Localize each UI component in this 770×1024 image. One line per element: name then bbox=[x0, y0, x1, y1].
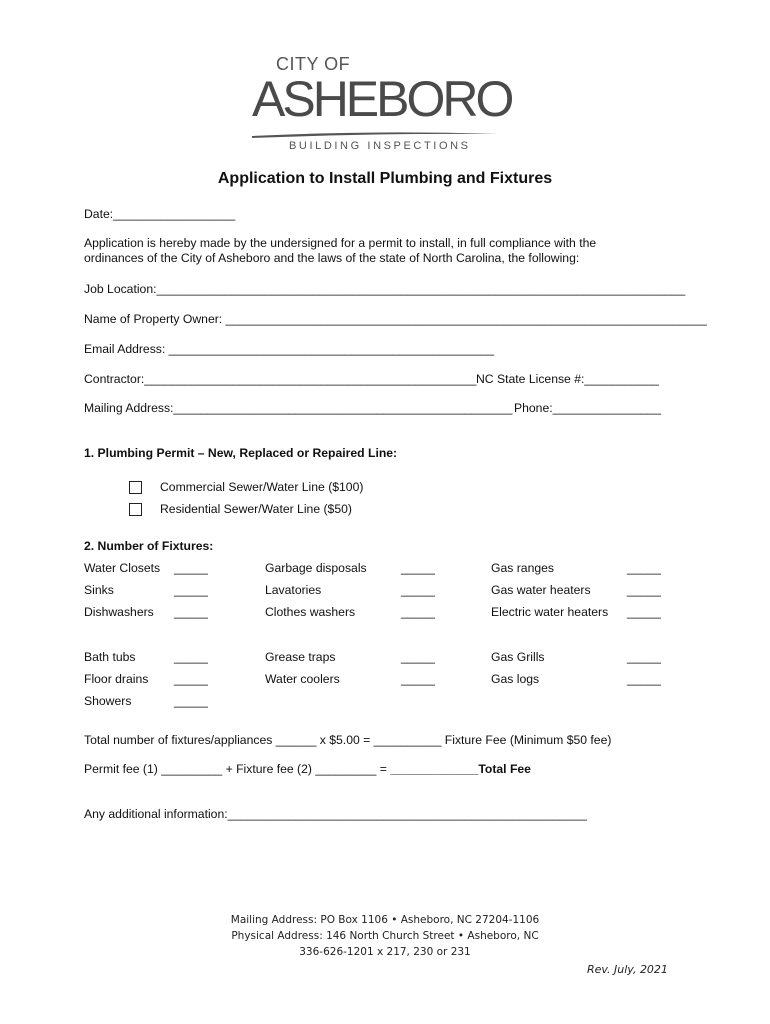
fixture-label: Sinks bbox=[84, 583, 114, 597]
fixture-count-field[interactable]: _____ bbox=[174, 672, 208, 686]
revision-date: Rev. July, 2021 bbox=[587, 963, 668, 976]
email-field[interactable]: Email Address: ________________________________________________ bbox=[84, 342, 495, 356]
commercial-checkbox[interactable] bbox=[129, 481, 142, 494]
logo-swoosh bbox=[250, 128, 500, 140]
residential-option-label: Residential Sewer/Water Line ($50) bbox=[160, 502, 352, 516]
logo-city-name: ASHEBORO bbox=[252, 71, 512, 127]
section-1-heading: 1. Plumbing Permit – New, Replaced or Repaired Line: bbox=[84, 446, 398, 460]
permit-fee-text: Permit fee (1) _________ + Fixture fee (2) _________ = bbox=[84, 762, 391, 776]
date-field[interactable]: Date:__________________ bbox=[84, 207, 236, 221]
fixture-label: Clothes washers bbox=[265, 605, 356, 619]
fixture-label: Water Closets bbox=[84, 561, 161, 575]
fixture-count-field[interactable]: _____ bbox=[401, 672, 435, 686]
fixture-label: Showers bbox=[84, 694, 132, 708]
fixture-label: Lavatories bbox=[265, 583, 322, 597]
permit-fee-line[interactable] bbox=[84, 762, 531, 776]
fixture-count-field[interactable]: _____ bbox=[627, 561, 661, 575]
logo-department: BUILDING INSPECTIONS bbox=[289, 140, 471, 152]
commercial-option-label: Commercial Sewer/Water Line ($100) bbox=[160, 480, 364, 494]
fixture-count-field[interactable]: _____ bbox=[401, 583, 435, 597]
fixture-label: Dishwashers bbox=[84, 605, 154, 619]
logo-city-of: CITY OF bbox=[276, 54, 351, 74]
form-title: Application to Install Plumbing and Fixtures bbox=[217, 170, 553, 187]
fixture-label: Gas ranges bbox=[491, 561, 555, 575]
fixture-count-field[interactable]: _____ bbox=[174, 583, 208, 597]
fixture-label: Electric water heaters bbox=[491, 605, 609, 619]
fixture-label: Gas Grills bbox=[491, 650, 545, 664]
fixture-count-field[interactable]: _____ bbox=[627, 583, 661, 597]
fixture-label: Grease traps bbox=[265, 650, 336, 664]
footer-mailing-address: Mailing Address: PO Box 1106 • Asheboro, NC 27204-1106 bbox=[230, 914, 540, 926]
fixture-label: Water coolers bbox=[265, 672, 340, 686]
fixture-count-field[interactable]: _____ bbox=[174, 561, 208, 575]
property-owner-field[interactable]: Name of Property Owner: _______________________________________________________________________ bbox=[84, 312, 707, 326]
fixture-label: Floor drains bbox=[84, 672, 149, 686]
residential-checkbox[interactable] bbox=[129, 503, 142, 516]
contractor-field[interactable]: Contractor:_________________________________________________ bbox=[84, 372, 477, 386]
fixture-count-field[interactable]: _____ bbox=[401, 561, 435, 575]
fixture-label: Garbage disposals bbox=[265, 561, 367, 575]
fixture-label: Gas logs bbox=[491, 672, 540, 686]
fixture-count-field[interactable]: _____ bbox=[174, 605, 208, 619]
fixture-total-line[interactable]: Total number of fixtures/appliances ______ x $5.00 = __________ Fixture Fee (Minimum $50 fee) bbox=[84, 733, 612, 747]
fixture-count-field[interactable]: _____ bbox=[174, 650, 208, 664]
license-field[interactable]: NC State License #:___________ bbox=[476, 372, 659, 386]
fixture-count-field[interactable]: _____ bbox=[401, 650, 435, 664]
phone-field[interactable]: Phone:________________ bbox=[514, 401, 662, 415]
additional-info-field[interactable]: Any additional information:_____________________________________________________ bbox=[84, 807, 587, 821]
fixture-count-field[interactable]: _____ bbox=[627, 672, 661, 686]
intro-paragraph: Application is hereby made by the undersigned for a permit to install, in full compliance with the ordinances of the City of Asheboro and the laws of the state of North Carolina, the following: bbox=[84, 236, 597, 265]
fixture-count-field[interactable]: _____ bbox=[627, 650, 661, 664]
section-2-heading: 2. Number of Fixtures: bbox=[84, 539, 214, 553]
footer-physical-address: Physical Address: 146 North Church Street • Asheboro, NC bbox=[231, 930, 539, 942]
footer-phone: 336-626-1201 x 217, 230 or 231 bbox=[299, 946, 471, 958]
fixture-label: Gas water heaters bbox=[491, 583, 591, 597]
fixture-count-field[interactable]: _____ bbox=[174, 694, 208, 708]
fixture-count-field[interactable]: _____ bbox=[627, 605, 661, 619]
total-fee-field[interactable]: _____________Total Fee bbox=[390, 762, 531, 776]
job-location-field[interactable]: Job Location:______________________________________________________________________________ bbox=[84, 282, 686, 296]
fixture-label: Bath tubs bbox=[84, 650, 136, 664]
fixture-count-field[interactable]: _____ bbox=[401, 605, 435, 619]
mailing-address-field[interactable]: Mailing Address:__________________________________________________ bbox=[84, 401, 513, 415]
